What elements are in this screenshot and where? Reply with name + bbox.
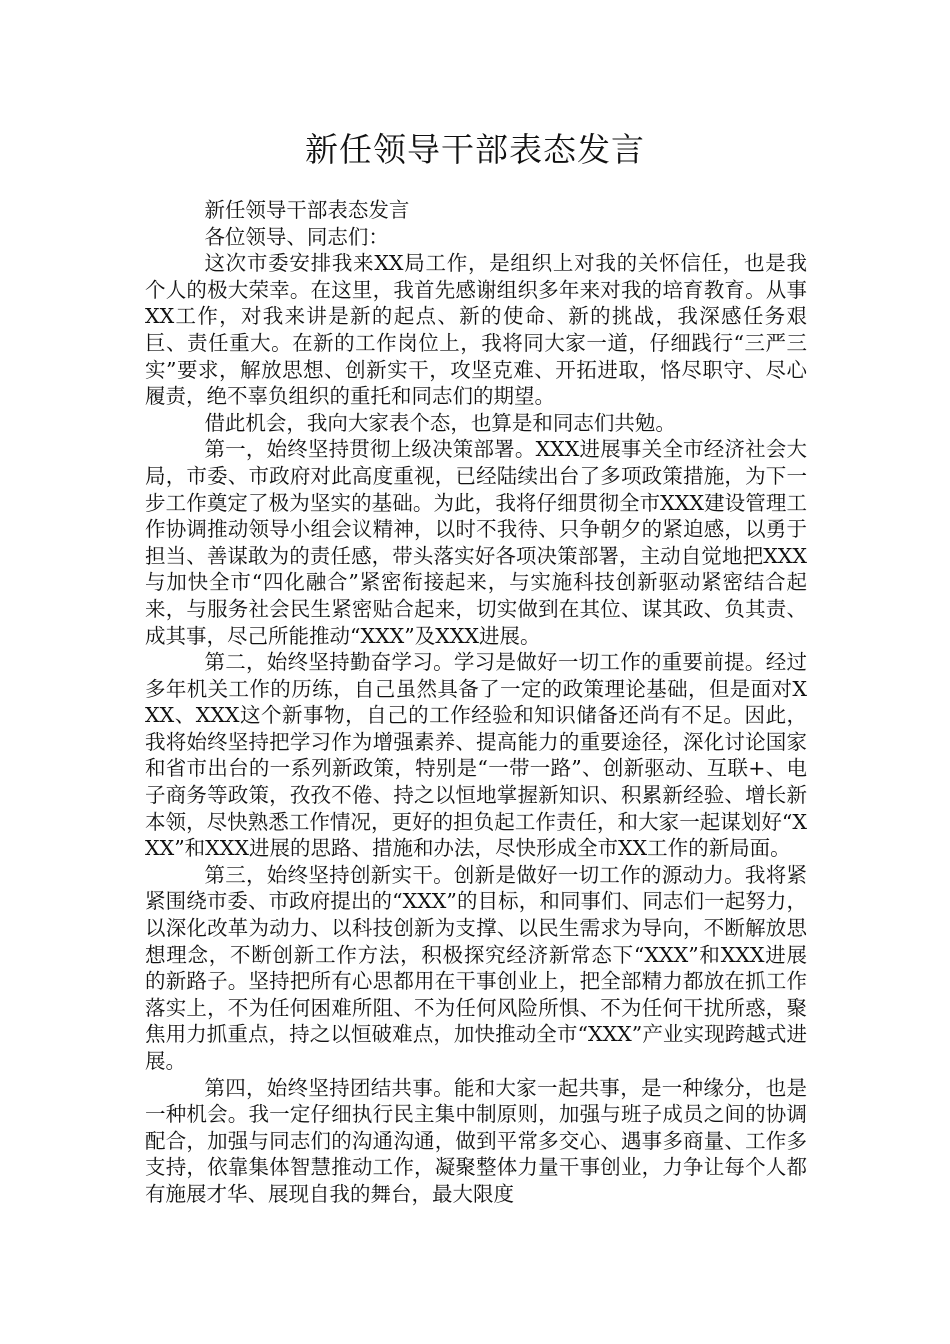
paragraph-intro: 这次市委安排我来XX局工作，是组织上对我的关怀信任，也是我个人的极大荣幸。在这里，我首先感谢组织多年来对我的培育教育。从事XX工作，对我来讲是新的起点、新的使命、新的挑战，我深感任务艰巨、责任重大。在新的工作岗位上，我将同大家一道，仔细践行“三严三实”要求，解放思想、创新实干，攻坚克难、开拓进取，恪尽职守、尽心履责，绝不辜负组织的重托和同志们的期望。 [145, 251, 807, 409]
paragraph-point-1: 第一，始终坚持贯彻上级决策部署。XXX进展事关全市经济社会大局，市委、市政府对此高度重视，已经陆续出台了多项政策措施，为下一步工作奠定了极为坚实的基础。为此，我将仔细贯彻全市XXX建设管理工作协调推动领导小组会议精神，以时不我待、只争朝夕的紧迫感，以勇于担当、善谋敢为的责任感，带头落实好各项决策部署，主动自觉地把XXX与加快全市“四化融合”紧密衔接起来，与实施科技创新驱动紧密结合起来，与服务社会民生紧密贴合起来，切实做到在其位、谋其政、负其责、成其事，尽己所能推动“XXX”及XXX进展。 [145, 437, 807, 648]
paragraph-salutation: 各位领导、同志们： [204, 224, 389, 249]
document-body [145, 197, 807, 1208]
paragraph-subtitle: 新任领导干部表态发言 [204, 198, 410, 222]
paragraph-point-3: 第三，始终坚持创新实干。创新是做好一切工作的源动力。我将紧紧围绕市委、市政府提出的“XXX”的目标，和同事们、同志们一起努力，以深化改革为动力、以科技创新为支撑、以民生需求为导向，不断解放思想理念，不断创新工作方法，积极探究经济新常态下“XXX”和XXX进展的新路子。坚持把所有心思都用在干事创业上，把全部精力都放在抓工作落实上，不为任何困难所阻、不为任何风险所惧、不为任何干扰所惑，聚焦用力抓重点，持之以恒破难点，加快推动全市“XXX”产业实现跨越式进展。 [145, 862, 807, 1073]
paragraph-point-2: 第二，始终坚持勤奋学习。学习是做好一切工作的重要前提。经过多年机关工作的历练，自己虽然具备了一定的政策理论基础，但是面对XXX、XXX这个新事物，自己的工作经验和知识储备还尚有不足。因此，我将始终坚持把学习作为增强素养、提高能力的重要途径，深化讨论国家和省市出台的一系列新政策，特别是“一带一路”、创新驱动、互联+、电子商务等政策，孜孜不倦、持之以恒地掌握新知识、积累新经验、增长新本领，尽快熟悉工作情况，更好的担负起工作责任，和大家一起谋划好“XXX”和XXX进展的思路、措施和办法，尽快形成全市XX工作的新局面。 [145, 650, 807, 861]
paragraph-transition: 借此机会，我向大家表个态，也算是和同志们共勉。 [204, 410, 676, 435]
paragraph-point-4: 第四，始终坚持团结共事。能和大家一起共事，是一种缘分，也是一种机会。我一定仔细执行民主集中制原则，加强与班子成员之间的协调配合，加强与同志们的沟通沟通，做到平常多交心、遇事多商量、工作多支持，依靠集体智慧推动工作，凝聚整体力量干事创业，力争让每个人都有施展才华、展现自我的舞台，最大限度 [145, 1075, 807, 1206]
document-title: 新任领导干部表态发言 [305, 130, 645, 169]
